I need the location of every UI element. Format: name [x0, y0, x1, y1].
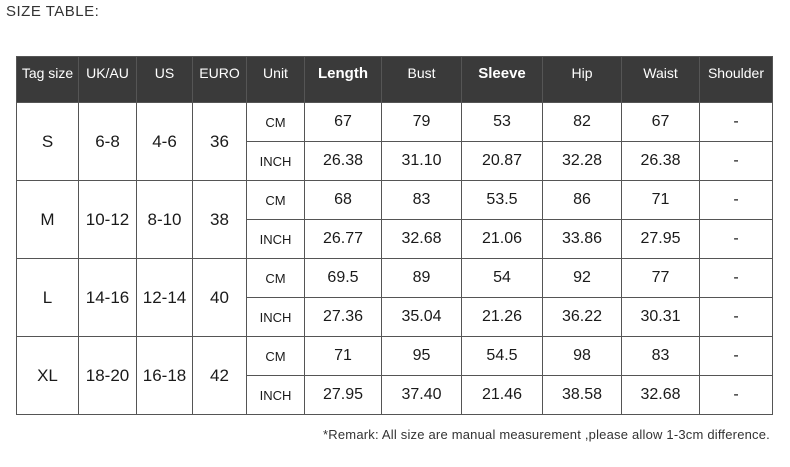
bust-cell: 35.04 — [382, 298, 462, 337]
header-row — [17, 57, 773, 103]
bust-cell: 79 — [382, 103, 462, 142]
header-euro: EURO — [193, 57, 247, 103]
bust-cell: 95 — [382, 337, 462, 376]
table-row — [17, 259, 773, 298]
length-cell: 67 — [305, 103, 382, 142]
uk-au-cell: 10-12 — [79, 181, 137, 259]
sleeve-cell: 53 — [462, 103, 543, 142]
shoulder-cell: - — [700, 376, 773, 415]
shoulder-cell: - — [700, 220, 773, 259]
waist-cell: 67 — [622, 103, 700, 142]
header-length: Length — [305, 57, 382, 103]
shoulder-cell: - — [700, 142, 773, 181]
unit-cell: CM — [247, 181, 305, 220]
waist-cell: 71 — [622, 181, 700, 220]
euro-cell: 36 — [193, 103, 247, 181]
hip-cell: 36.22 — [543, 298, 622, 337]
sleeve-cell: 53.5 — [462, 181, 543, 220]
table-row — [17, 337, 773, 376]
bust-cell: 83 — [382, 181, 462, 220]
us-cell: 16-18 — [137, 337, 193, 415]
sleeve-cell: 20.87 — [462, 142, 543, 181]
hip-cell: 38.58 — [543, 376, 622, 415]
header-hip: Hip — [543, 57, 622, 103]
bust-cell: 89 — [382, 259, 462, 298]
waist-cell: 77 — [622, 259, 700, 298]
us-cell: 12-14 — [137, 259, 193, 337]
waist-cell: 26.38 — [622, 142, 700, 181]
hip-cell: 86 — [543, 181, 622, 220]
length-cell: 26.38 — [305, 142, 382, 181]
header-us: US — [137, 57, 193, 103]
unit-cell: CM — [247, 337, 305, 376]
header-waist: Waist — [622, 57, 700, 103]
tag-size-cell: XL — [17, 337, 79, 415]
header-tag-size: Tag size — [17, 57, 79, 103]
sleeve-cell: 54.5 — [462, 337, 543, 376]
remark-note: *Remark: All size are manual measurement ,please allow 1-3cm difference. — [323, 427, 770, 442]
size-table — [16, 56, 773, 415]
bust-cell: 37.40 — [382, 376, 462, 415]
table-row — [17, 181, 773, 220]
length-cell: 27.36 — [305, 298, 382, 337]
length-cell: 69.5 — [305, 259, 382, 298]
shoulder-cell: - — [700, 181, 773, 220]
unit-cell: INCH — [247, 298, 305, 337]
header-uk-au: UK/AU — [79, 57, 137, 103]
euro-cell: 40 — [193, 259, 247, 337]
shoulder-cell: - — [700, 337, 773, 376]
hip-cell: 98 — [543, 337, 622, 376]
bust-cell: 31.10 — [382, 142, 462, 181]
header-sleeve: Sleeve — [462, 57, 543, 103]
euro-cell: 42 — [193, 337, 247, 415]
waist-cell: 83 — [622, 337, 700, 376]
header-unit: Unit — [247, 57, 305, 103]
euro-cell: 38 — [193, 181, 247, 259]
bust-cell: 32.68 — [382, 220, 462, 259]
page-title: SIZE TABLE: — [6, 3, 100, 20]
sleeve-cell: 21.26 — [462, 298, 543, 337]
sleeve-cell: 54 — [462, 259, 543, 298]
sleeve-cell: 21.06 — [462, 220, 543, 259]
shoulder-cell: - — [700, 103, 773, 142]
shoulder-cell: - — [700, 259, 773, 298]
length-cell: 26.77 — [305, 220, 382, 259]
hip-cell: 92 — [543, 259, 622, 298]
unit-cell: CM — [247, 259, 305, 298]
uk-au-cell: 6-8 — [79, 103, 137, 181]
uk-au-cell: 14-16 — [79, 259, 137, 337]
sleeve-cell: 21.46 — [462, 376, 543, 415]
length-cell: 27.95 — [305, 376, 382, 415]
table-row — [17, 103, 773, 142]
waist-cell: 32.68 — [622, 376, 700, 415]
tag-size-cell: L — [17, 259, 79, 337]
tag-size-cell: S — [17, 103, 79, 181]
tag-size-cell: M — [17, 181, 79, 259]
unit-cell: INCH — [247, 142, 305, 181]
unit-cell: INCH — [247, 376, 305, 415]
waist-cell: 27.95 — [622, 220, 700, 259]
header-bust: Bust — [382, 57, 462, 103]
us-cell: 4-6 — [137, 103, 193, 181]
waist-cell: 30.31 — [622, 298, 700, 337]
header-shoulder: Shoulder — [700, 57, 773, 103]
hip-cell: 82 — [543, 103, 622, 142]
unit-cell: CM — [247, 103, 305, 142]
length-cell: 68 — [305, 181, 382, 220]
hip-cell: 32.28 — [543, 142, 622, 181]
us-cell: 8-10 — [137, 181, 193, 259]
uk-au-cell: 18-20 — [79, 337, 137, 415]
shoulder-cell: - — [700, 298, 773, 337]
unit-cell: INCH — [247, 220, 305, 259]
hip-cell: 33.86 — [543, 220, 622, 259]
length-cell: 71 — [305, 337, 382, 376]
